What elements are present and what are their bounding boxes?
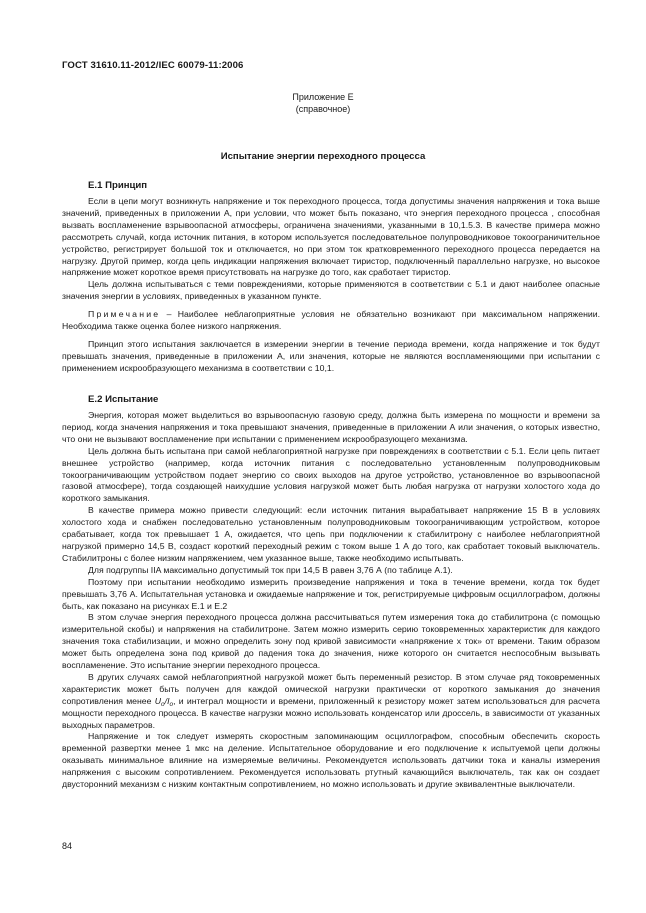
paragraph: В качестве примера можно привести следующий: если источник питания вырабатывает напряжение 15 В в условиях холостого хода и снабжен последовательно установленным полупроводниковым токоограничивающим устройством, которое срабатывает, когда ток превышает 1 А, ожидается, что цепь при подключении к стабилитрону с наиболее неблагоприятной нагрузкой примерно 14,5 В, создаст короткий переходный режим с током выше 1 А до того, как сработает токовый выключатель. Стабилитроны с более низким напряжением, чем указанное выше, также необходимо испытывать.: [62, 505, 600, 563]
page-number: 84: [62, 841, 73, 851]
appendix-kind: (справочное): [295, 104, 351, 114]
paragraph: В этом случае энергия переходного процесса должна рассчитываться путем измерения тока до стабилитрона (с помощью измерительной скобы) и напряжения на стабилитроне. Затем можно измерить серию токовременных характеристик для каждого значения тока стабилизации, и можно определить зону под кривой зависимости «напряжение х ток» от времени. Таким образом может быть определена зона под кривой до падения тока до значения, ниже которого он считается неспособным вызывать воспламенение. Это испытание энергии переходного процесса.: [62, 612, 600, 671]
paragraph: Цель должна быть испытана при самой неблагоприятной нагрузке при повреждениях в соответствии с 5.1. Если цепь питает внешнее устройство (например, когда источник питания с последовательно установленным полупроводниковым токоограничивающим устройством подает энергию со своих выходов на другое устройство, установленное во взрывоопасной газовой атмосфере), тогда создающей наихудшие условия нагрузкой может быть любая нагрузка от нагрузки холостого хода до короткого замыкания.: [62, 445, 600, 504]
paragraph: Напряжение и ток следует измерять скоростным запоминающим осциллографом, способным обеспечить скорость временной развертки менее 1 мкс на деление. Испытательное оборудование и его подключение к испытуемой цепи должны оказывать минимальное влияние на измеряемые величины. Рекомендуется использовать датчики тока и каналы измерения напряжения с высоким сопротивлением. Рекомендуется использовать ртутный качающийся выключатель, так как он создает двусторонний механизм с низким контактным сопротивлением, но можно использовать и другие эквивалентные выключатели.: [62, 731, 600, 790]
paragraph: Энергия, которая может выделиться во взрывоопасную газовую среду, должна быть измерена по мощности и времени за период, когда значения напряжения и тока превышают значения, приведенные в приложении А или значения, о которых известно, что они не вызывают воспламенение при испытании с применением искрообразующего механизма.: [62, 410, 600, 444]
appendix-title: Испытание энергии переходного процесса: [220, 151, 426, 162]
section-heading-e1: Е.1 Принцип: [88, 180, 148, 191]
paragraph: Принцип этого испытания заключается в измерении энергии в течение периода времени, когда напряжение и ток будут превышать значения, приведенные в приложении А, или значения, которые не являются воспламеняющими при испытании с применением искрообразующего механизма в соответствии с 10,1.: [62, 338, 600, 373]
paragraph: Поэтому при испытании необходимо измерить произведение напряжения и тока в течение времени, когда ток будет превышать 3,76 А. Испытательная установка и ожидаемые напряжение и ток, регистрируемые цифровым осциллографом, должны быть, как показано на рисунках Е.1 и Е.2: [62, 576, 600, 611]
note-paragraph: [62, 309, 600, 333]
formula-uo: $U_o/I_o$: [154, 695, 174, 708]
appendix-label: Приложение Е: [292, 92, 354, 102]
paragraph: Если в цепи могут возникнуть напряжение и ток переходного процесса, тогда допустимы значения напряжения и тока выше значений, приведенных в приложении А, при условии, что может быть показано, что энергия переходного процесса , способная вызвать воспламенение взрывоопасной атмосферы, ограничена значениями, указанными в 10,1.5.3. В качестве примера можно рассмотреть случай, когда источник питания, в котором используется последовательное полупроводниковое токоограничительное устройство, регистрирует большой ток и отключается, но при этом ток кратковременного переходного процесса передается на нагрузку. Другой пример, когда цепь индикации напряжения включает тиристор, подключенный параллельно нагрузке, но высокое напряжение может короткое время присутствовать на нагрузке до того, как сработает тиристор.: [62, 196, 600, 278]
section-body-e1: [62, 196, 600, 375]
note-text: – Наиболее неблагоприятные условия не обязательно возникают при максимальном напряжении. Необходима также оценка более низкого напряжения.: [62, 309, 600, 332]
standard-header: ГОСТ 31610.11-2012/IEC 60079-11:2006: [62, 60, 244, 71]
note-label: Примечание: [88, 309, 161, 320]
section-body-e2: [62, 410, 600, 791]
paragraph: Для подгруппы IIA максимально допустимый ток при 14,5 В равен 3,76 А (по таблице А.1).: [88, 564, 453, 575]
paragraph: Цель должна испытываться с теми повреждениями, которые применяются в соответствии с 5.1 и дают наиболее опасные значения энергии в условиях, приведенных в указанном пункте.: [62, 279, 600, 302]
section-heading-e2: Е.2 Испытание: [88, 394, 159, 405]
paragraph: В других случаях самой неблагоприятной нагрузкой может быть переменный резистор. В этом случае ряд токовременных характеристик может быть получен для каждой омической нагрузки практически от короткого замыкания до значения сопротивления менее $U_o/I_o$, и интеграл мощности и времени, приложенный к резистору может затем использоваться для расчета мощности переходного процесса. В качестве нагрузки можно использовать конденсатор или дроссель, в зависимости от указанных выходных параметров.: [62, 671, 601, 730]
